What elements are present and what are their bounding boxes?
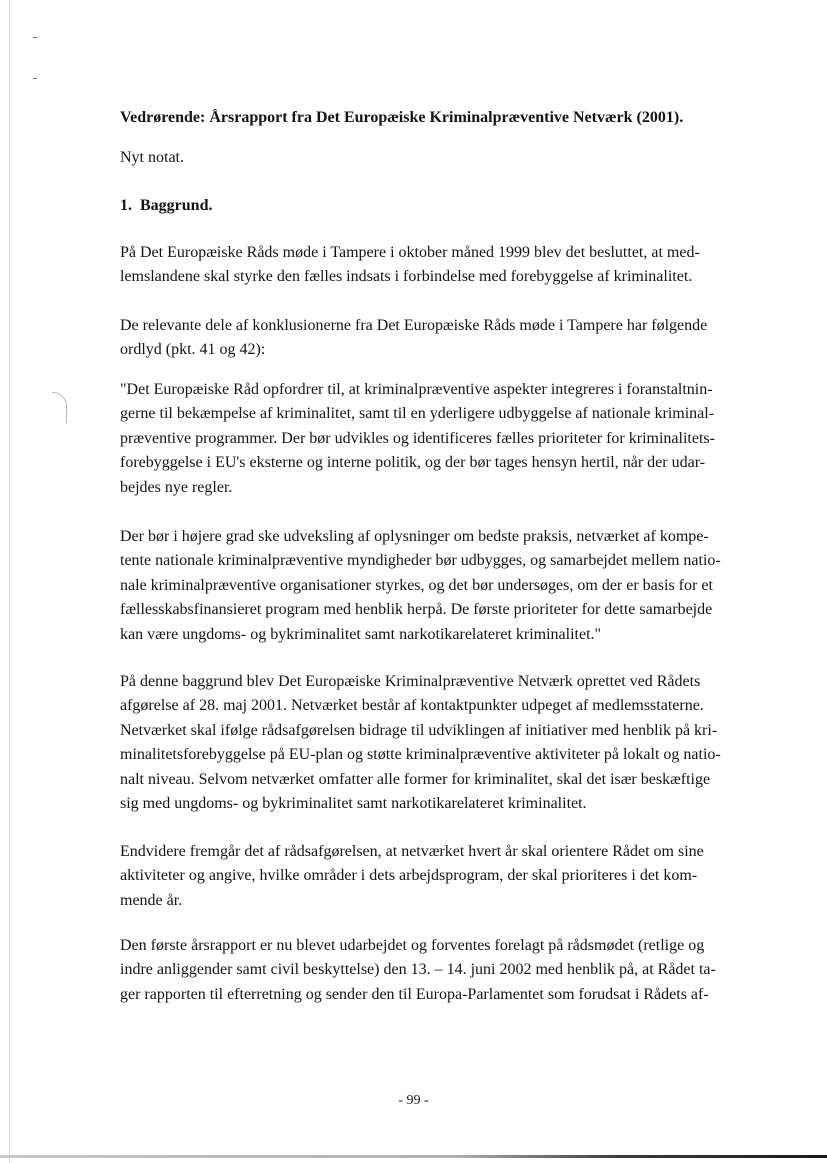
text-line: nalt niveau. Selvom netværket omfatter alle former for kriminalitet, skal det især beskæftige	[120, 770, 711, 788]
text-line: minalitetsforebyggelse på EU-plan og støtte kriminalpræventive aktiviteter på lokalt og natio-	[120, 746, 721, 764]
page-number: - 99 -	[398, 1093, 429, 1108]
quote-paragraph	[120, 525, 760, 647]
paragraph	[120, 934, 760, 1007]
scan-mark	[33, 78, 37, 79]
text-line: "Det Europæiske Råd opfordrer til, at kriminalpræventive aspekter integreres i foranstaltnin-	[120, 381, 713, 398]
text-line: gerne til bekæmpelse af kriminalitet, samt til en yderligere udbyggelse af nationale kriminal-	[120, 405, 715, 423]
text-line: ger rapporten til efterretning og sender den til Europa-Parlamentet som forudsat i Rådets af-	[120, 985, 709, 1003]
text-line: kan være ungdoms- og bykriminalitet samt narkotikarelateret kriminalitet."	[120, 625, 602, 643]
text-line: sig med ungdoms- og bykriminalitet samt narkotikarelateret kriminalitet.	[120, 795, 587, 813]
text-line: afgørelse af 28. maj 2001. Netværket består af kontaktpunkter udpeget af medlemsstaterne.	[120, 697, 704, 715]
text-line: mende år.	[120, 891, 183, 909]
scan-mark	[33, 37, 37, 38]
text-line: tente nationale kriminalpræventive myndigheder bør udbygges, og samarbejdet mellem natio-	[120, 552, 721, 570]
document-subtitle: Nyt notat.	[120, 149, 184, 166]
text-line: De relevante dele af konklusionerne fra Det Europæiske Råds møde i Tampere har følgende	[120, 317, 708, 334]
text-line: Endvidere fremgår det af rådsafgørelsen, at netværket hvert år skal orientere Rådet om sine	[120, 843, 704, 860]
text-line: På denne baggrund blev Det Europæiske Kriminalpræventive Netværk oprettet ved Rådets	[120, 673, 701, 690]
text-line: aktiviteter og angive, hvilke områder i dets arbejdsprogram, der skal prioriteres i det kom-	[120, 867, 698, 885]
text-line: indre anliggender samt civil beskyttelse) den 13. – 14. juni 2002 med henblik på, at Rådet ta-	[120, 961, 716, 979]
text-line: bejdes nye regler.	[120, 478, 233, 496]
text-line: fællesskabsfinansieret program med henblik herpå. De første prioriteter for dette samarbejde	[120, 601, 713, 619]
margin-mark	[52, 392, 67, 423]
text-line: Der bør i højere grad ske udveksling af oplysninger om bedste praksis, netværket af kompe-	[120, 528, 709, 545]
text-line: forebyggelse i EU's eksterne og interne politik, og der bør tages hensyn hertil, når der udar-	[120, 454, 706, 472]
paragraph	[120, 670, 760, 816]
paragraph	[120, 241, 760, 290]
scan-left-edge	[9, 0, 10, 1163]
text-line: nale kriminalpræventive organisationer styrkes, og det bør undersøges, om der er basis for et	[120, 576, 713, 594]
paragraph	[120, 314, 760, 363]
quote-paragraph	[120, 378, 760, 500]
paragraph	[120, 840, 760, 913]
text-line: På Det Europæiske Råds møde i Tampere i oktober måned 1999 blev det besluttet, at med-	[120, 244, 700, 261]
document-title: Vedrørende: Årsrapport fra Det Europæiske Kriminalpræventive Netværk (2001).	[120, 109, 684, 126]
text-line: præventive programmer. Der bør udvikles og identificeres fælles prioriteter for kriminalitets-	[120, 429, 715, 447]
section-heading: 1. Baggrund.	[120, 197, 213, 214]
text-line: Netværket skal ifølge rådsafgørelsen bidrage til udviklingen af initiativer med henblik på kri-	[120, 721, 718, 739]
bottom-scan-rule	[0, 1155, 827, 1158]
text-line: ordlyd (pkt. 41 og 42):	[120, 341, 266, 359]
text-line: lemslandene skal styrke den fælles indsats i forbindelse med forebyggelse af kriminalitet.	[120, 268, 693, 286]
text-line: Den første årsrapport er nu blevet udarbejdet og forventes forelagt på rådsmødet (retlige og	[120, 937, 705, 954]
